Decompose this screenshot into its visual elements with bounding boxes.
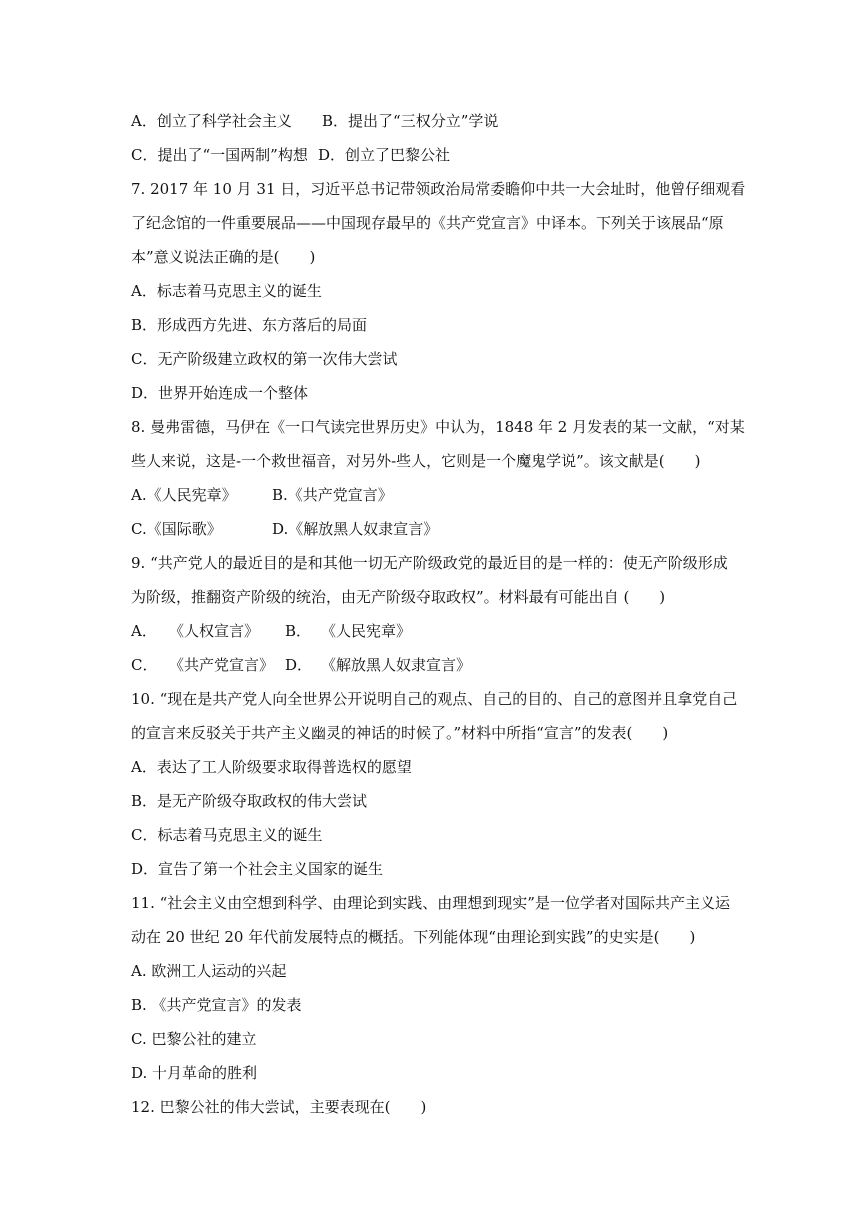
option-text: B.《共产党宣言》 xyxy=(272,486,393,504)
option-text: 《解放黑人奴隶宣言》 xyxy=(321,656,472,674)
text-line: B．是无产阶级夺取政权的伟大尝试 xyxy=(131,792,368,810)
text-line: 7. 2017 年 10 月 31 日，习近平总书记带领政治局常委瞻仰中共一大会址时，他曾仔细观看 xyxy=(131,180,746,198)
text-line: B. 《共产党宣言》的发表 xyxy=(131,996,302,1014)
text-line: 11. “社会主义由空想到科学、由理论到实践、由理想到现实”是一位学者对国际共产主义运 xyxy=(131,894,730,912)
text-line: C．无产阶级建立政权的第一次伟大尝试 xyxy=(131,350,398,368)
text-line: 本”意义说法正确的是( ) xyxy=(131,248,316,266)
option-row xyxy=(131,145,731,165)
text-line: C．标志着马克思主义的诞生 xyxy=(131,826,323,844)
text-line: B．形成西方先进、东方落后的局面 xyxy=(131,316,368,334)
text-line: 10. “现在是共产党人向全世界公开说明自己的观点、自己的目的、自己的意图并且拿党自己 xyxy=(131,690,738,708)
option-row xyxy=(131,485,731,505)
text-line: D．宣告了第一个社会主义国家的诞生 xyxy=(131,860,384,878)
option-text: B．提出了“三权分立”学说 xyxy=(322,112,499,130)
text-line: C. 巴黎公社的建立 xyxy=(131,1030,257,1048)
option-text: D．创立了巴黎公社 xyxy=(318,146,451,164)
text-line: D. 十月革命的胜利 xyxy=(131,1064,258,1082)
option-text: C.《国际歌》 xyxy=(131,520,222,538)
option-text: A.《人民宪章》 xyxy=(131,486,237,504)
option-text: B． xyxy=(285,622,312,640)
option-text: 《人民宪章》 xyxy=(321,622,412,640)
option-row xyxy=(131,111,731,131)
text-line: A．标志着马克思主义的诞生 xyxy=(131,282,322,300)
text-line: 为阶级，推翻资产阶级的统治，由无产阶级夺取政权”。材料最有可能出自 ( ) xyxy=(131,588,666,606)
option-row xyxy=(131,621,731,641)
option-text: D.《解放黑人奴隶宣言》 xyxy=(272,520,439,538)
text-line: A．表达了工人阶级要求取得普选权的愿望 xyxy=(131,758,412,776)
text-line: 动在 20 世纪 20 年代前发展特点的概括。下列能体现“由理论到实践”的史实是( ) xyxy=(131,928,696,946)
option-row xyxy=(131,655,731,675)
text-line: D．世界开始连成一个整体 xyxy=(131,384,309,402)
text-line: 些人来说，这是-一个救世福音，对另外-些人，它则是一个魔鬼学说”。该文献是( ) xyxy=(131,452,701,470)
option-text: A．创立了科学社会主义 xyxy=(131,112,292,130)
option-row xyxy=(131,519,731,539)
option-text: D． xyxy=(285,656,313,674)
option-text: 《人权宣言》 xyxy=(169,622,260,640)
text-line: 了纪念馆的一件重要展品——中国现存最早的《共产党宣言》中译本。下列关于该展品“原 xyxy=(131,214,724,232)
option-text: A． xyxy=(131,622,157,640)
option-text: C． xyxy=(131,656,158,674)
option-text: 《共产党宣言》 xyxy=(169,656,275,674)
text-line: 9. “共产党人的最近目的是和其他一切无产阶级政党的最近目的是一样的：使无产阶级形成 xyxy=(131,554,728,572)
text-line: 12. 巴黎公社的伟大尝试，主要表现在( ) xyxy=(131,1098,427,1116)
text-line: A. 欧洲工人运动的兴起 xyxy=(131,962,287,980)
option-text: C．提出了“一国两制”构想 xyxy=(131,146,308,164)
text-line: 8. 曼弗雷德，马伊在《一口气读完世界历史》中认为，1848 年 2 月发表的某一文献，“对某 xyxy=(131,418,745,436)
text-line: 的宣言来反驳关于共产主义幽灵的神话的时候了。”材料中所指“宣言”的发表( ) xyxy=(131,724,669,742)
